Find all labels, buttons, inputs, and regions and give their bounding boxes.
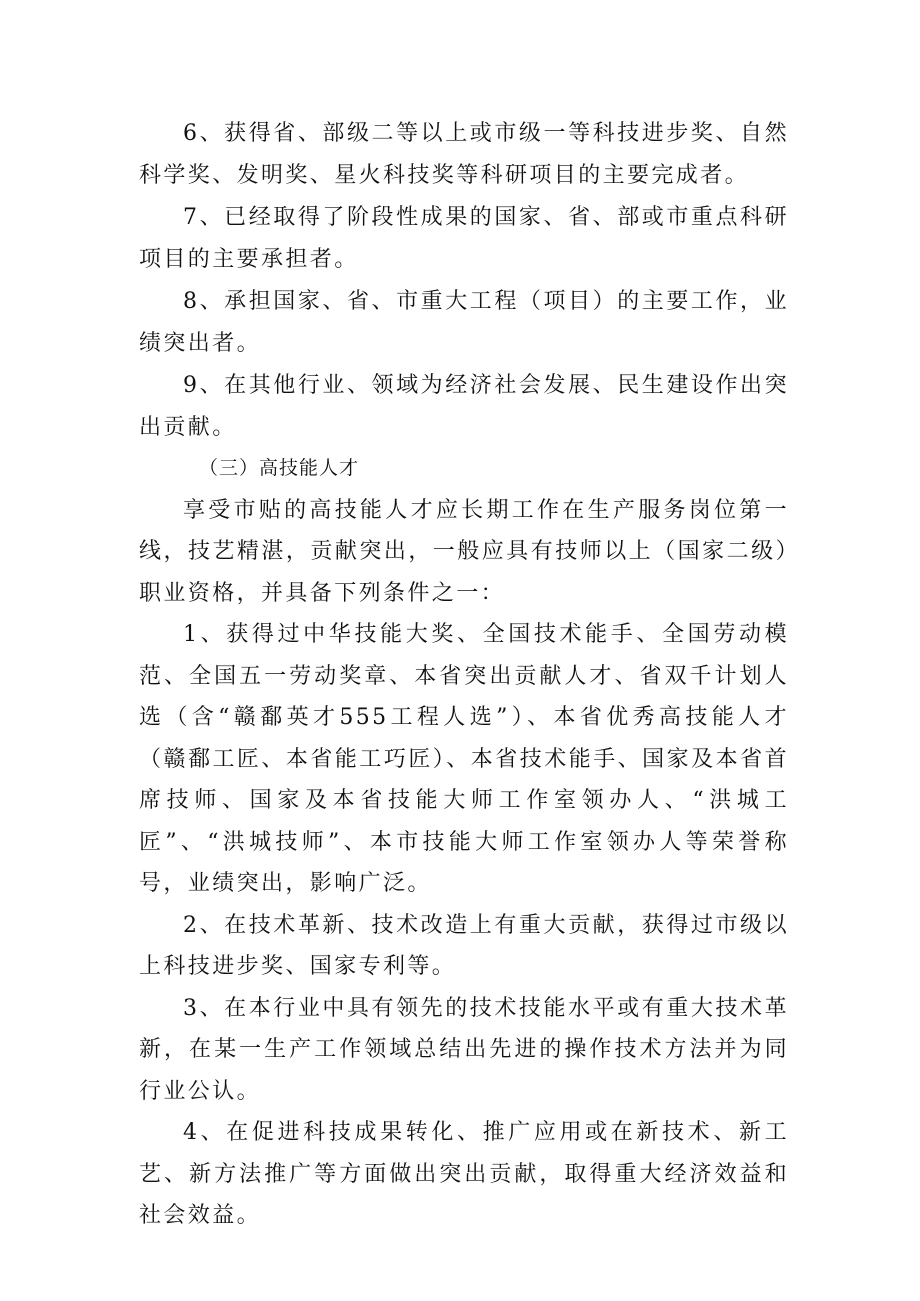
- document-body: [139, 113, 789, 1237]
- section-heading: （三）高技能人才: [199, 457, 360, 479]
- condition-item-4: 4、在促进科技成果转化、推广应用或在新技术、新工艺、新方法推广等方面做出突出贡献，取得重大经济效益和社会效益。: [139, 1120, 789, 1228]
- paragraph-item-7: 7、已经取得了阶段性成果的国家、省、部或市重点科研项目的主要承担者。: [139, 205, 789, 272]
- paragraph-item-8: 8、承担国家、省、市重大工程（项目）的主要工作，业绩突出者。: [139, 289, 789, 356]
- condition-item-3: 3、在本行业中具有领先的技术技能水平或有重大技术革新，在某一生产工作领域总结出先进的操作技术方法并为同行业公认。: [139, 995, 789, 1104]
- paragraph-item-6: 6、获得省、部级二等以上或市级一等科技进步奖、自然科学奖、发明奖、星火科技奖等科研项目的主要完成者。: [139, 121, 789, 188]
- condition-item-1: 1、获得过中华技能大奖、全国技术能手、全国劳动模范、全国五一劳动奖章、本省突出贡献人才、省双千计划人选（含“赣鄱英才555工程人选”）、本省优秀高技能人才（赣鄱工匠、本省能工巧匠）、本省技术能手、国家及本省首席技师、国家及本省技能大师工作室领办人、“洪城工匠”、“洪城技师”、本市技能大师工作室领办人等荣誉称号，业绩突出，影响广泛。: [139, 622, 789, 896]
- paragraph-item-9: 9、在其他行业、领域为经济社会发展、民生建设作出突出贡献。: [139, 373, 789, 440]
- condition-item-2: 2、在技术革新、技术改造上有重大贡献，获得过市级以上科技进步奖、国家专利等。: [139, 912, 789, 979]
- section-intro: 享受市贴的高技能人才应长期工作在生产服务岗位第一线，技艺精湛，贡献突出，一般应具有技师以上（国家二级）职业资格，并具备下列条件之一：: [139, 497, 789, 606]
